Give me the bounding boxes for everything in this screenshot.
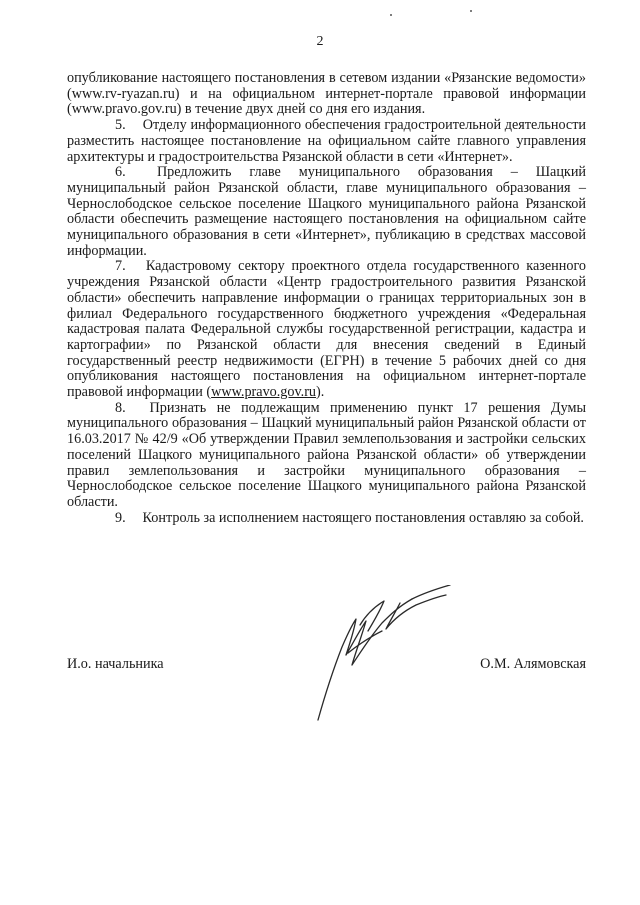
page-number: 2 [316,34,324,49]
paragraph-continuation: опубликование настоящего постановления в сетевом издании «Рязанские ведомости» (www.rv-ryazan.ru) и на официальном интернет-портале правовой информации (www.pravo.gov.ru) в течение двух дней со дня его издания. [67,70,586,118]
paragraph-5 [67,118,586,165]
signatory-name: О.М. Алямовская [480,656,586,672]
item-number: 9. [115,509,126,526]
scan-speck [390,14,392,16]
paragraph-6 [67,165,586,259]
item-number: 8. [115,399,126,416]
document-body [67,71,586,526]
pravo-link[interactable]: www.pravo.gov.ru [211,384,317,401]
paragraph-9 [67,511,586,527]
paragraph-text: Отделу информационного обеспечения градостроительной деятельности разместить настоящее постановление на официальном сайте главного управления архитектуры и градостроительства Рязанской области в сети «Интернет». [67,117,587,165]
item-number: 6. [115,164,126,181]
paragraph-text: Кадастровому сектору проектного отдела государственного казенного учреждения Рязанской области «Центр градостроительного развития Рязанской области» обеспечить направление информации о границах территориальных зон в филиал Федерального государственного бюджетного учреждения «Федеральная кадастровая палата Федеральной службы государственной регистрации, кадастра и картографии» по Рязанской области для внесения сведений в Единый государственный реестр недвижимости (ЕГРН) в течение 5 рабочих дней со дня опубликования настоящего постановления на официальном интернет-портале правовой информации ( [67,258,586,401]
paragraph-8 [67,401,586,511]
signatory-title: И.о. начальника [67,656,164,672]
paragraph-text: Предложить главе муниципального образования – Шацкий муниципальный район Рязанской области, главе муниципального образования – Чернослободское сельское поселение Шацкого муниципального района Рязанской области обеспечить размещение настоящего постановления на официальном сайте муниципального образования в сети «Интернет», публикацию в средствах массовой информации. [67,164,587,259]
paragraph-text: Контроль за исполнением настоящего постановления оставляю за собой. [142,509,584,526]
paragraph-7 [67,259,586,400]
paragraph-tail: ). [316,384,325,401]
scan-speck [470,10,472,12]
item-number: 7. [115,258,126,275]
paragraph-text: Признать не подлежащим применению пункт 17 решения Думы муниципального образования – Шацкий муниципальный район Рязанской области от 16.03.2017 № 42/9 «Об утверждении Правил землепользования и застройки сельских поселений Шацкого муниципального района Рязанской области» об утверждении правил землепользования и застройки муниципального образования – Чернослободское сельское поселение Шацкого муниципального района Рязанской области. [67,399,587,510]
item-number: 5. [115,117,126,134]
handwritten-signature [300,585,460,725]
